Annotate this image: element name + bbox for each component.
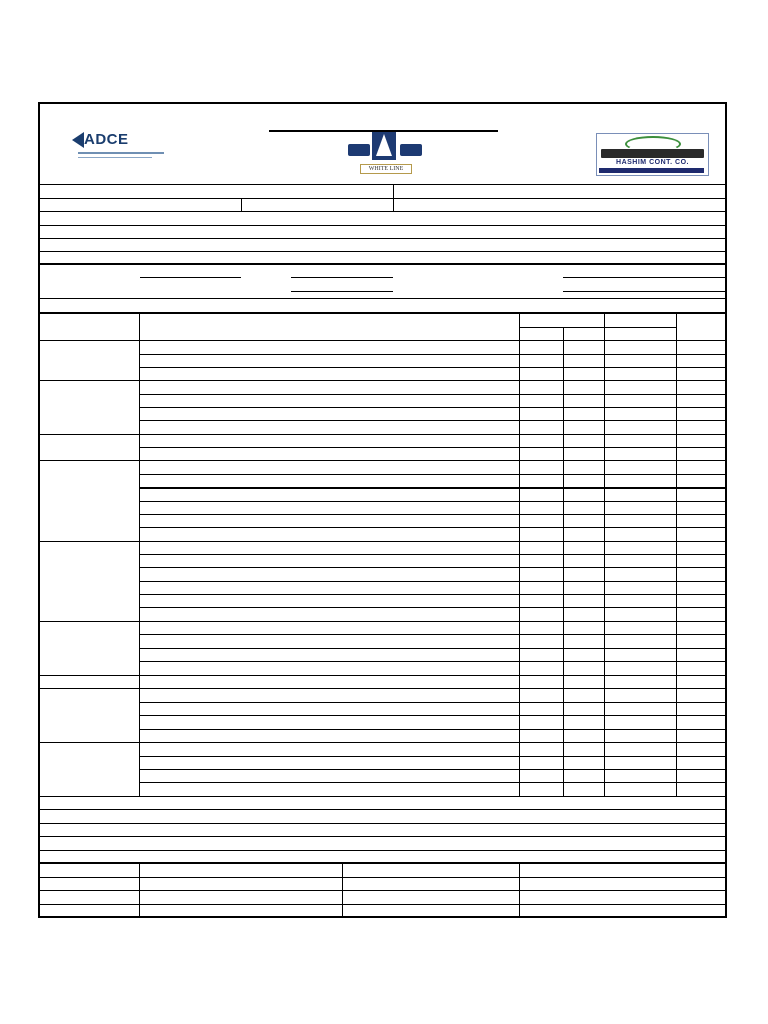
white-line-label: WHITE LINE <box>360 164 412 174</box>
white-line-emblem-cut <box>376 134 392 156</box>
table-row-line <box>140 487 727 489</box>
header-row-line <box>38 238 727 239</box>
adce-logo-icon <box>72 130 172 172</box>
table-row-line <box>140 581 727 582</box>
hashim-contact-bar <box>599 168 704 173</box>
signature-field-line <box>140 277 241 278</box>
table-column-divider <box>563 340 564 796</box>
hashim-logo-icon <box>596 133 709 176</box>
header-column-divider <box>241 198 242 211</box>
adce-tagline-arabic <box>78 152 164 154</box>
table-row-line <box>140 769 727 770</box>
table-row-line <box>140 447 727 448</box>
adce-logo-text: ADCE <box>84 131 129 148</box>
table-row-line <box>140 648 727 649</box>
table-row-line <box>140 527 727 528</box>
table-row-line <box>140 594 727 595</box>
section-divider <box>38 298 727 299</box>
table-row-line <box>140 501 727 502</box>
signature-field-line <box>291 291 393 292</box>
table-row-line <box>140 661 727 662</box>
header-row-line <box>38 198 727 199</box>
table-header-subline <box>519 327 676 328</box>
table-row-line <box>38 340 727 341</box>
adce-mark-icon <box>72 132 84 148</box>
table-row-line <box>140 756 727 757</box>
table-group-line <box>38 434 727 435</box>
table-top-border <box>38 312 727 314</box>
table-column-divider <box>676 312 677 796</box>
header-row-line <box>38 184 727 185</box>
approval-column-divider <box>139 862 140 918</box>
table-bottom-line <box>38 796 727 797</box>
header-row-line <box>38 225 727 226</box>
approval-row-line <box>38 904 727 905</box>
table-row-line <box>140 554 727 555</box>
remarks-row-line <box>38 850 727 851</box>
remarks-row-line <box>38 823 727 824</box>
table-row-line <box>140 514 727 515</box>
approval-row-line <box>38 877 727 878</box>
table-row-line <box>140 729 727 730</box>
white-line-arabic-right <box>400 144 422 156</box>
adce-tagline-english <box>78 157 152 158</box>
table-row-line <box>140 715 727 716</box>
table-column-divider <box>139 312 140 796</box>
approval-row-line <box>38 890 727 891</box>
table-group-line <box>38 675 727 676</box>
table-group-line <box>38 621 727 622</box>
remarks-row-line <box>38 836 727 837</box>
header-column-divider <box>393 184 394 211</box>
hashim-arabic-name <box>601 149 704 158</box>
table-group-line <box>38 380 727 381</box>
header-row-line <box>38 251 727 252</box>
white-line-arabic-left <box>348 144 370 156</box>
table-row-line <box>140 567 727 568</box>
signature-field-line <box>563 277 727 278</box>
table-row-line <box>140 407 727 408</box>
section-divider <box>38 263 727 265</box>
table-group-line <box>38 460 727 461</box>
table-group-line <box>38 742 727 743</box>
table-row-line <box>140 702 727 703</box>
table-row-line <box>140 634 727 635</box>
table-row-line <box>140 367 727 368</box>
table-row-line <box>140 474 727 475</box>
approval-table-top <box>38 862 727 864</box>
header-row-line <box>38 211 727 212</box>
remarks-row-line <box>38 809 727 810</box>
table-row-line <box>140 354 727 355</box>
hashim-logo-text: HASHIM CONT. CO. <box>616 159 689 166</box>
white-line-logo-icon <box>348 132 422 174</box>
signature-field-line <box>291 277 393 278</box>
table-row-line <box>140 782 727 783</box>
table-header-subdivider <box>563 327 564 340</box>
table-column-divider <box>604 312 605 796</box>
table-row-line <box>140 420 727 421</box>
table-column-divider <box>519 312 520 796</box>
table-row-line <box>140 394 727 395</box>
signature-field-line <box>563 291 727 292</box>
approval-column-divider <box>342 862 343 918</box>
table-group-line <box>38 541 727 542</box>
table-group-line <box>38 688 727 689</box>
table-row-line <box>140 607 727 608</box>
approval-column-divider <box>519 862 520 918</box>
